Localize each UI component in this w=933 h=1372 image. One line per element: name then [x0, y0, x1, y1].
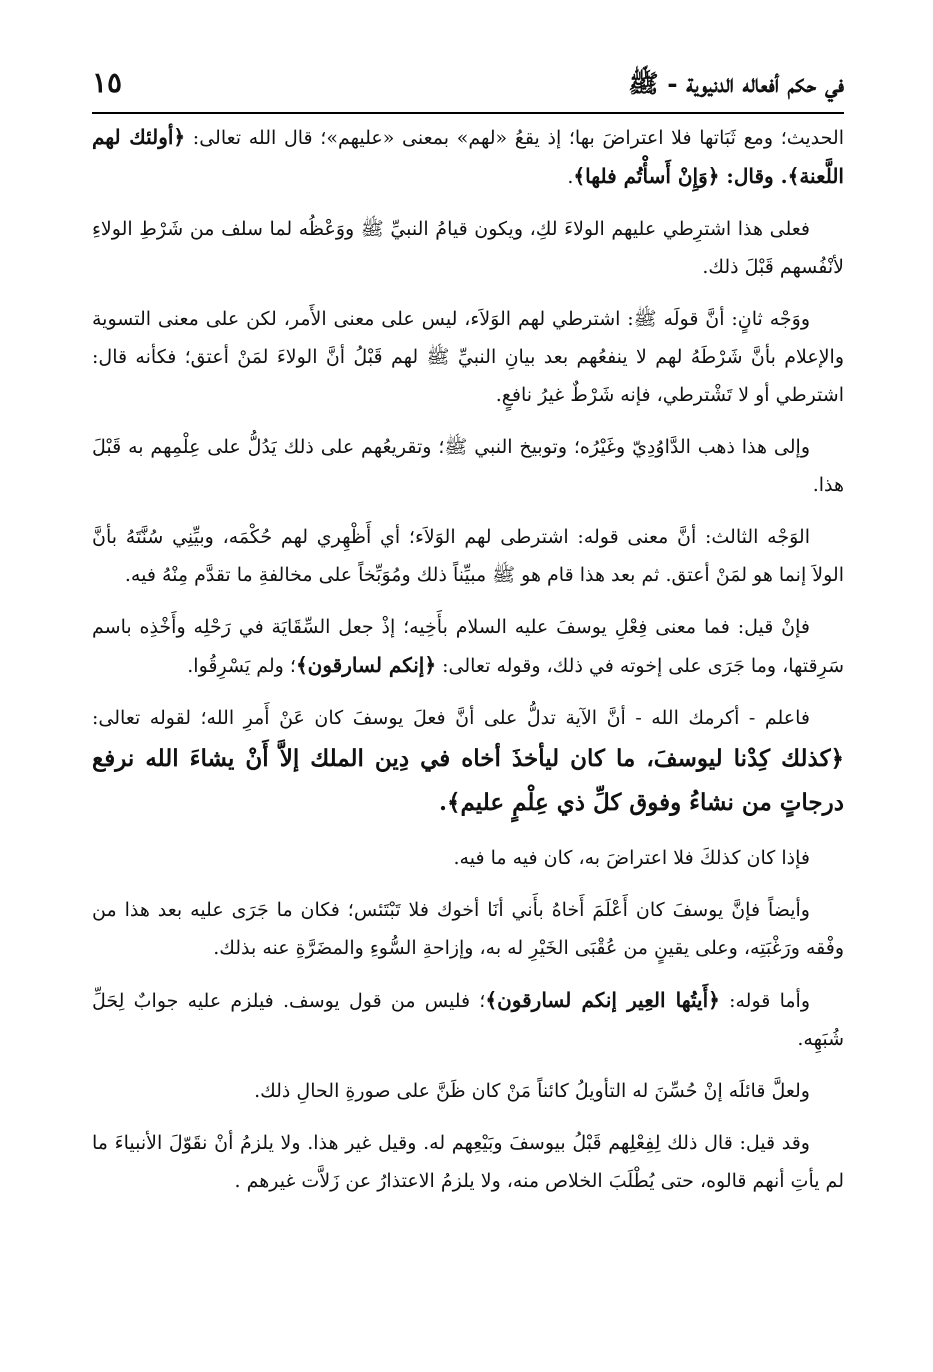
paragraph-text: وقد قيل: قال ذلك لِفِعْلِهم قَبْلُ بيوسفَ وبَيْعِهم له. وقيل غير هذا. ولا يلزمُ أنْ نقَوّلَ الأنبياءَ ما لم يأتِ أنهم قالوه، حتى يُطْلَبَ الخلاص منه، ولا يلزمُ الاعتذارُ عن زَلاَّت غيرهم . — [92, 1132, 844, 1192]
paragraph-text: ووَجْه ثانٍ: أنَّ قولَه ﷺ: اشترطي لهم الوَلاَء، ليس على معنى الأَمر، لكن على معنى التسوية والإعلام بأنَّ شَرْطَهُ لهم لا ينفعُهم بعد بيانِ النبيِّ ﷺ لهم قَبْلُ أنَّ الولاءَ لمَنْ أعتق؛ فكأنه قال: اشترطي أو لا تَشْترطي، فإنه شَرْطٌ غيرُ نافعٍ. — [92, 308, 844, 406]
paragraph-text: الوَجْه الثالث: أنَّ معنى قوله: اشترطى لهم الوَلاَء؛ أي أَظْهِري لهم حُكْمَه، وبيِّنِي سُنَّتَهُ بأنَّ الولاَ إنما هو لمَنْ أعتق. ثم بعد هذا قام هو ﷺ مبيِّناً ذلك ومُوَبِّخاً على مخالفةِ ما تقدَّم مِنْهُ فيه. — [92, 526, 844, 586]
page-number: ١٥ — [92, 66, 123, 99]
paragraph — [92, 1124, 844, 1200]
paragraph-text: وأيضاً فإنَّ يوسفَ كان أَعْلَمَ أَخاهُ بأَني أنَا أخوك فلا تَبْتَئس؛ فكان ما جَرَى عليه بعد هذا من وفْقه ورَغْبَتِه، وعلى يقينٍ من عُقْبَى الخَيْرِ له به، وإزاحةِ السُّوءِ والمضَرَّةِ عنه بذلك. — [92, 899, 844, 959]
paragraph — [92, 518, 844, 594]
quran-verse: ﴿كذلك كِدْنا ليوسفَ، ما كان ليأخذَ أخاه في دِين الملك إلاَّ أَنْ يشاءَ الله نرفع درجاتٍ من نشاءُ وفوق كلِّ ذي عِلْمٍ عليم﴾ — [92, 745, 844, 816]
paragraph — [92, 428, 844, 504]
paragraph — [92, 210, 844, 286]
running-title: في حكم أفعاله الدنيوية - ﷺ — [628, 69, 844, 98]
paragraph-text: وأما قوله: — [719, 990, 810, 1012]
quran-verse: ﴿أولئك لهم اللَّعنة﴾ — [92, 125, 844, 188]
paragraph-text: ؛ فليس من قول يوسف. فيلزم عليه جوابٌ لِحَلِّ شُبَهِه. — [92, 990, 844, 1050]
paragraph — [92, 608, 844, 685]
paragraph — [92, 1072, 844, 1110]
quran-verse: . — [438, 789, 447, 816]
paragraph-text: وإلى هذا ذهب الدَّاوُدِيّ وغَيْرُه؛ وتوبيخ النبي ﷺ؛ وتقريعُهم على ذلك يَدُلُّ على عِلْمِهم به قَبْلَ هذا. — [92, 436, 844, 496]
quran-verse: ﴿وَإِنْ أَسأْتُم فلها﴾ — [573, 164, 720, 188]
page-body — [92, 118, 844, 1214]
quran-verse: ﴿أَيتُها العِير إنكم لسارقون﴾ — [485, 988, 720, 1012]
paragraph-text: . — [567, 166, 574, 188]
paragraph — [92, 300, 844, 414]
paragraph — [92, 839, 844, 877]
paragraph-text: فعلى هذا اشترِطي عليهم الولاءَ لكِ، ويكون قيامُ النبيِّ ﷺ ووَعْظُه لما سلف من شَرْطِ الولاءِ لأنْفُسهم قَبْلَ ذلك. — [92, 218, 844, 278]
paragraph-text: فإذا كان كذلكَ فلا اعتراضَ به، كان فيه ما فيه. — [453, 847, 810, 869]
paragraph-text: فاعلم - أكرمك الله - أنَّ الآية تدلُّ على أنَّ فعلَ يوسفَ كان عَنْ أَمرِ الله؛ لقوله تعالى: — [92, 707, 810, 729]
paragraph-text: ؛ ولم يَسْرِقُوا. — [187, 655, 296, 677]
quran-verse: ﴿إنكم لسارقون﴾ — [295, 653, 437, 677]
paragraph — [92, 981, 844, 1058]
paragraph-text: فإنْ قيل: فما معنى فِعْلِ يوسفَ عليه السلام بأَخِيه؛ إذْ جعل السِّقَايَة في رَحْلِه وأَخْذِه باسم سَرِقتها، وما جَرَى على إخوته في ذلك، وقوله تعالى: — [92, 616, 844, 677]
quran-verse: . وقال: — [719, 164, 788, 188]
paragraph — [92, 891, 844, 967]
paragraph — [92, 118, 844, 196]
paragraph — [92, 699, 844, 825]
page-header — [92, 58, 844, 114]
paragraph-text: ولعلَّ قائلَه إنْ حُسِّنَ له التأويلُ كائناً مَنْ كان ظَنَّ على صورةِ الحالِ ذلك. — [254, 1080, 810, 1102]
paragraph-text: الحديث؛ ومع ثَبَاتها فلا اعتراضَ بها؛ إذ يقعُ «لهم» بمعنى «عليهم»؛ قال الله تعالى: — [185, 127, 844, 149]
